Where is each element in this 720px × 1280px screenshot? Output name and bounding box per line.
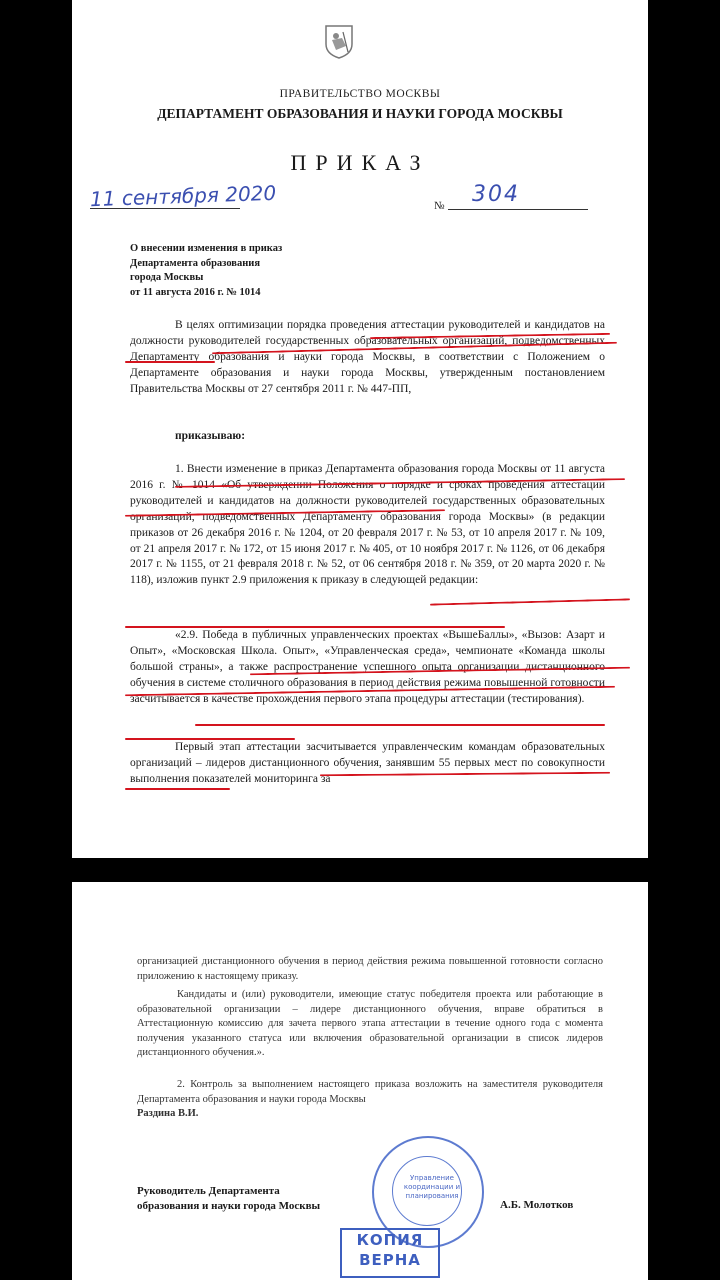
signer-name: А.Б. Молотков [500,1199,574,1211]
red-underline [125,738,295,740]
first-stage-paragraph: Первый этап аттестации засчитывается управленческим командам образовательных организаций – лидеров дистанционного обучения, занявшим 55 первых мест по совокупности выполнения показателей мониторинга за [130,741,605,785]
handwritten-number: 304 [472,182,520,207]
subject-line: города Москвы [130,272,204,283]
copy-stamp-line-2: ВЕРНА [359,1251,421,1269]
document-page-1 [72,0,648,858]
subject-line: О внесении изменения в приказ [130,243,283,254]
candidates-paragraph: Кандидаты и (или) руководители, имеющие статус победителя проекта или работающие в образовательной организации – лидере дистанционного обучения, вправе обратиться в Аттестационную комиссию для зачета первого этапа аттестации в течение одного года с момента получения указанного статуса или включения образовательной организации в список лидеров дистанционного обучения.». [137,989,603,1059]
copy-stamp-line-1: КОПИЯ [356,1231,424,1249]
stamp-text: Управление координации и планирования [403,1174,461,1200]
red-underline [125,788,230,790]
item-1-paragraph: 1. Внести изменение в приказ Департамента образования города Москвы от 11 августа 2016 г. № 1014 «Об утверждении Положения о порядке и сроках проведения аттестации руководителей и кандидатов на должности руководителей государственных образовательных организаций, подведомственных Департаменту образования города Москвы» (в редакции приказов от 26 декабря 2016 г. № 1204, от 20 февраля 2017 г. № 53, от 10 апреля 2017 г. № 109, от 21 апреля 2017 г. № 172, от 15 июня 2017 г. № 405, от 10 ноября 2017 г. № 1126, от 06 декабря 2017 г. № 1155, от 21 февраля 2018 г. № 52, от 06 сентября 2018 г. № 359, от 20 марта 2020 г. № 118), изложив пункт 2.9 приложения к приказу в следующей редакции: [130,463,605,587]
order-subject [130,242,282,300]
signer-title-line-1: Руководитель Департамента [137,1185,280,1197]
red-underline [125,626,505,628]
red-underline [125,361,215,363]
document-type: ПРИКАЗ [290,150,430,175]
moscow-coat-of-arms-icon [324,24,354,60]
handwritten-date: 11 сентября 2020 [89,180,277,212]
responsible-name: Раздина В.И. [137,1108,199,1119]
number-line [448,209,588,210]
item-2-paragraph: 2. Контроль за выполнением настоящего приказа возложить на заместителя руководителя Департамента образования и науки города Москвы [137,1079,603,1105]
number-sign: № [434,200,445,212]
preamble-paragraph: В целях оптимизации порядка проведения аттестации руководителей и кандидатов на должности руководителей государственных образовательных организаций, подведомственных Департаменту образования и науки города Москвы, в соответствии с Положением о Департаменте образования и науки города Москвы, утвержденным постановлением Правительства Москвы от 27 сентября 2011 г. № 447-ПП, [130,319,605,395]
red-underline [195,724,605,726]
item-2-9-paragraph: «2.9. Победа в публичных управленческих проектах «ВышеБаллы», «Вызов: Азарт и Опыт», «Московская Школа. Опыт», «Управленческая среда», чемпионате «Команда школы большой страны», а также распространение успешного опыта организации дистанционного обучения в системе столичного образования в период действия режима повышенной готовности засчитывается в качестве прохождения первого этапа процедуры аттестации (тестирования). [130,629,605,705]
subject-line: Департамента образования [130,257,261,269]
date-line [90,208,240,209]
government-title: ПРАВИТЕЛЬСТВО МОСКВЫ [279,88,441,100]
subject-line: от 11 августа 2016 г. № 1014 [130,286,261,298]
signer-title-line-2: образования и науки города Москвы [137,1200,321,1212]
copy-certified-stamp [340,1228,440,1278]
order-word: приказываю: [175,430,246,442]
department-title: ДЕПАРТАМЕНТ ОБРАЗОВАНИЯ И НАУКИ ГОРОДА МОСКВЫ [157,106,563,121]
continuation-paragraph: организацией дистанционного обучения в период действия режима повышенной готовности согласно приложению к настоящему приказу. [137,956,603,982]
